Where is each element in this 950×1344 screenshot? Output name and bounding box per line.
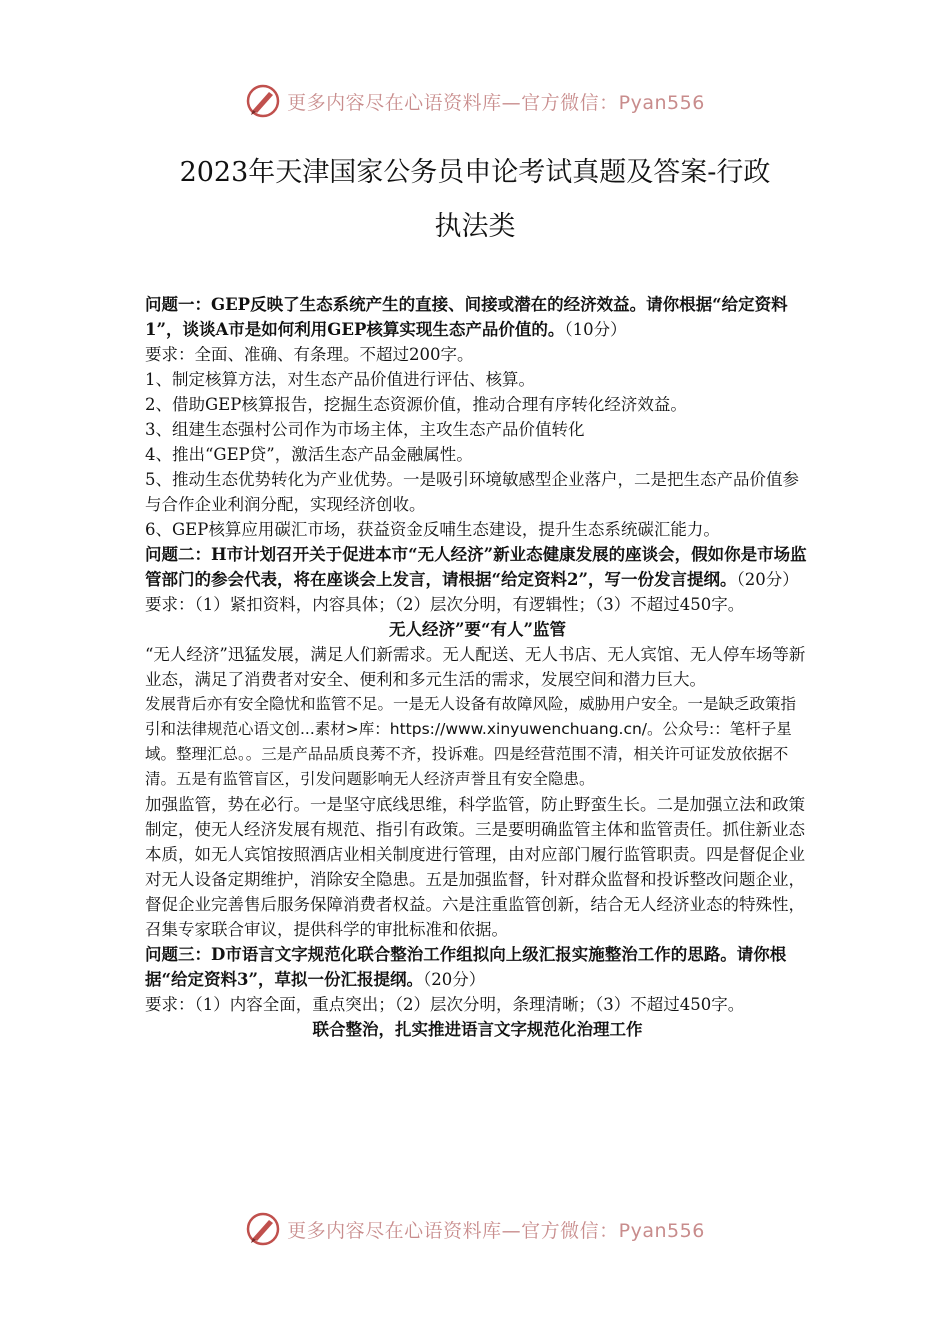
question-3-requirement: 要求：（1）内容全面，重点突出；（2）层次分明，条理清晰；（3）不超过450字。 xyxy=(145,995,745,1014)
question-3 xyxy=(145,942,810,992)
question-2-requirement: 要求：（1）紧扣资料，内容具体；（2）层次分明，有逻辑性；（3）不超过450字。 xyxy=(145,595,745,614)
document-title xyxy=(100,146,850,254)
title-line-2: 执法类 xyxy=(434,211,516,242)
q1-answer-6: 6、GEP核算应用碳汇市场，获益资金反哺生态建设，提升生态系统碳汇能力。 xyxy=(145,520,720,539)
q2-paragraph-2: 发展背后亦有安全隐忧和监管不足。一是无人设备有故障风险，威胁用户安全。一是缺乏政策指引和法律规范心语文创...素材>库：https://www.xinyuwenchuang.cn/。公众号:：笔杆子星域。整理汇总。。三是产品品质良莠不齐，投诉难。四是经营范围不清，相关许可证发放依据不清。五是有监管盲区，引发问题影响无人经济声誉且有安全隐患。 xyxy=(145,695,797,788)
pen-logo-icon xyxy=(245,83,281,119)
question-3-score: （20分） xyxy=(422,970,486,989)
q2-paragraph-1: “无人经济”迅猛发展，满足人们新需求。无人配送、无人书店、无人宾馆、无人停车场等新业态，满足了消费者对安全、便利和多元生活的需求，发展空间和潜力巨大。 xyxy=(145,645,806,689)
question-1-score: （10分） xyxy=(564,320,627,339)
q1-answer-4: 4、推出“GEP贷”，激活生态产品金融属性。 xyxy=(145,445,473,464)
q1-answer-2: 2、借助GEP核算报告，挖掘生态资源价值，推动合理有序转化经济效益。 xyxy=(145,395,687,414)
question-2-text: 问题二：H市计划召开关于促进本市“无人经济”新业态健康发展的座谈会，假如你是市场监管部门的参会代表，将在座谈会上发言，请根据“给定资料2”，写一份发言提纲。 xyxy=(145,545,807,589)
question-1 xyxy=(145,292,810,342)
pen-logo-icon xyxy=(245,1211,281,1247)
q1-answer-1: 1、制定核算方法，对生态产品价值进行评估、核算。 xyxy=(145,370,535,389)
question-2-score: （20分） xyxy=(736,570,799,589)
q1-answer-3: 3、组建生态强村公司作为市场主体，主攻生态产品价值转化 xyxy=(145,420,585,439)
question-2 xyxy=(145,542,810,592)
footer-banner-text: 更多内容尽在心语资料库—官方微信：Pyan556 xyxy=(287,1219,705,1242)
q1-answer-5: 5、推动生态优势转化为产业优势。一是吸引环境敏感型企业落户，二是把生态产品价值参与合作企业利润分配，实现经济创收。 xyxy=(145,470,799,514)
q2-answer-title: 无人经济”要“有人”监管 xyxy=(389,620,566,639)
document-body xyxy=(145,292,810,1042)
header-banner-text: 更多内容尽在心语资料库—官方微信：Pyan556 xyxy=(287,91,705,114)
header-banner xyxy=(0,80,950,122)
question-3-text: 问题三：D市语言文字规范化联合整治工作组拟向上级汇报实施整治工作的思路。请你根据“给定资料3”，草拟一份汇报提纲。 xyxy=(145,945,787,989)
question-1-text: 问题一：GEP反映了生态系统产生的直接、间接或潜在的经济效益。请你根据“给定资料1”，谈谈A市是如何利用GEP核算实现生态产品价值的。 xyxy=(145,295,788,339)
question-1-requirement: 要求：全面、准确、有条理。不超过200字。 xyxy=(145,345,474,364)
footer-banner xyxy=(0,1208,950,1250)
title-line-1: 2023年天津国家公务员申论考试真题及答案-行政 xyxy=(179,157,771,188)
q2-paragraph-3: 加强监管，势在必行。一是坚守底线思维，科学监管，防止野蛮生长。二是加强立法和政策制定，使无人经济发展有规范、指引有政策。三是要明确监管主体和监管责任。抓住新业态本质，如无人宾馆按照酒店业相关制度进行管理，由对应部门履行监管职责。四是督促企业对无人设备定期维护，消除安全隐患。五是加强监督，针对群众监督和投诉整改问题企业，督促企业完善售后服务保障消费者权益。六是注重监管创新，结合无人经济业态的特殊性，召集专家联合审议，提供科学的审批标准和依据。 xyxy=(145,795,805,939)
q3-answer-title: 联合整治，扎实推进语言文字规范化治理工作 xyxy=(312,1020,643,1039)
